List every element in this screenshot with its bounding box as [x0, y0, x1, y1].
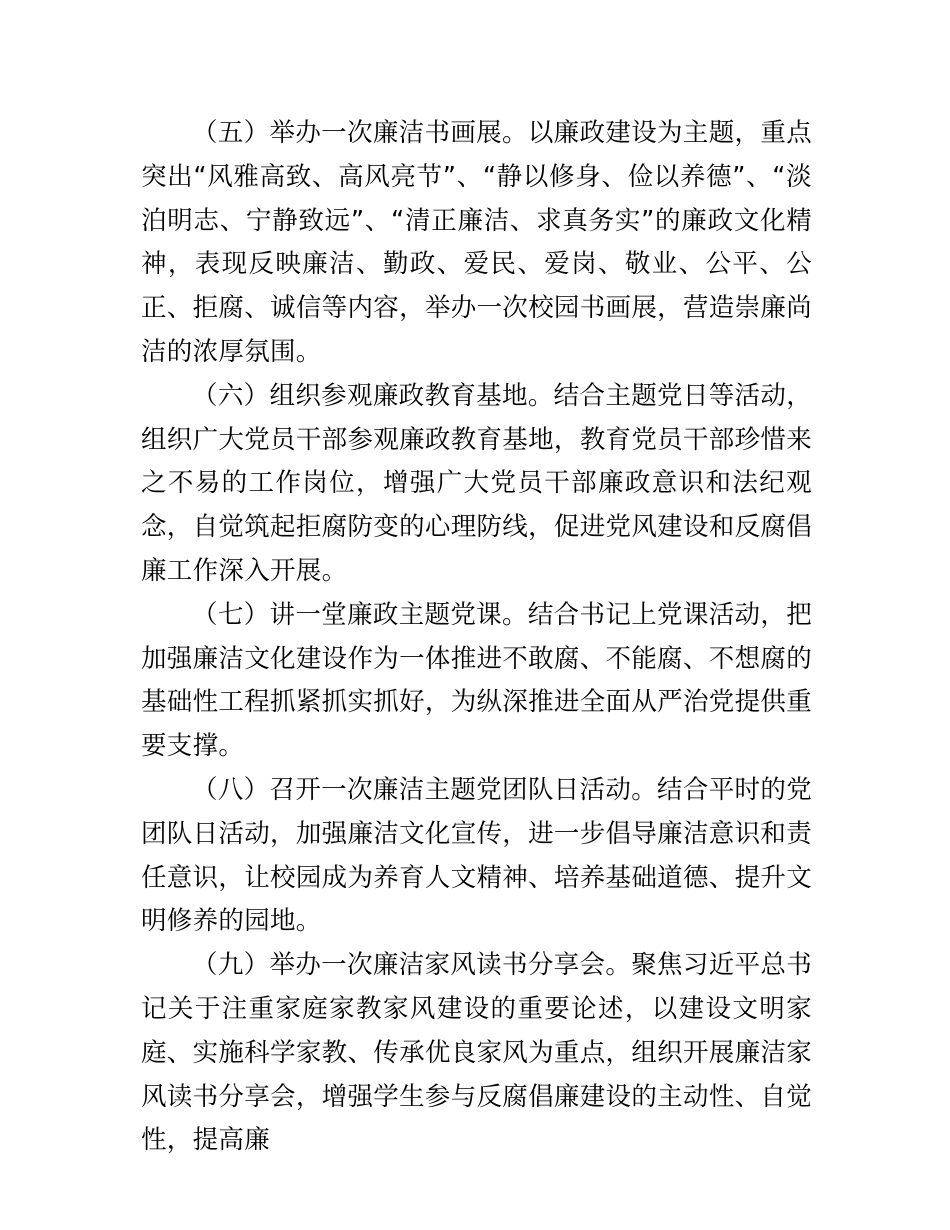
document-body — [141, 112, 812, 1163]
paragraph-family-reading-session: （九）举办一次廉洁家风读书分享会。聚焦习近平总书记关于注重家庭家教家风建设的重要论述，以建设文明家庭、实施科学家教、传承优良家风为重点，组织开展廉洁家风读书分享会，增强学生参与反腐倡廉建设的主动性、自觉性，提高廉 — [141, 950, 812, 1156]
paragraph-team-day-activity: （八）召开一次廉洁主题党团队日活动。结合平时的党团队日活动，加强廉洁文化宣传，进一步倡导廉洁意识和责任意识，让校园成为养育人文精神、培养基础道德、提升文明修养的园地。 — [141, 774, 812, 937]
paragraph-party-lecture: （七）讲一堂廉政主题党课。结合书记上党课活动，把加强廉洁文化建设作为一体推进不敢腐、不能腐、不想腐的基础性工程抓紧抓实抓好，为纵深推进全面从严治党提供重要支撑。 — [141, 599, 812, 762]
paragraph-calligraphy-exhibition: （五）举办一次廉洁书画展。以廉政建设为主题，重点突出“风雅高致、高风亮节”、“静以修身、俭以养德”、“淡泊明志、宁静致远”、“清正廉洁、求真务实”的廉政文化精神，表现反映廉洁、勤政、爱民、爱岗、敬业、公平、公正、拒腐、诚信等内容，举办一次校园书画展，营造崇廉尚洁的浓厚氛围。 — [141, 118, 812, 367]
paragraph-education-base-visit: （六）组织参观廉政教育基地。结合主题党日等活动，组织广大党员干部参观廉政教育基地，教育党员干部珍惜来之不易的工作岗位，增强广大党员干部廉政意识和法纪观念，自觉筑起拒腐防变的心理防线，促进党风建设和反腐倡廉工作深入开展。 — [141, 380, 812, 586]
